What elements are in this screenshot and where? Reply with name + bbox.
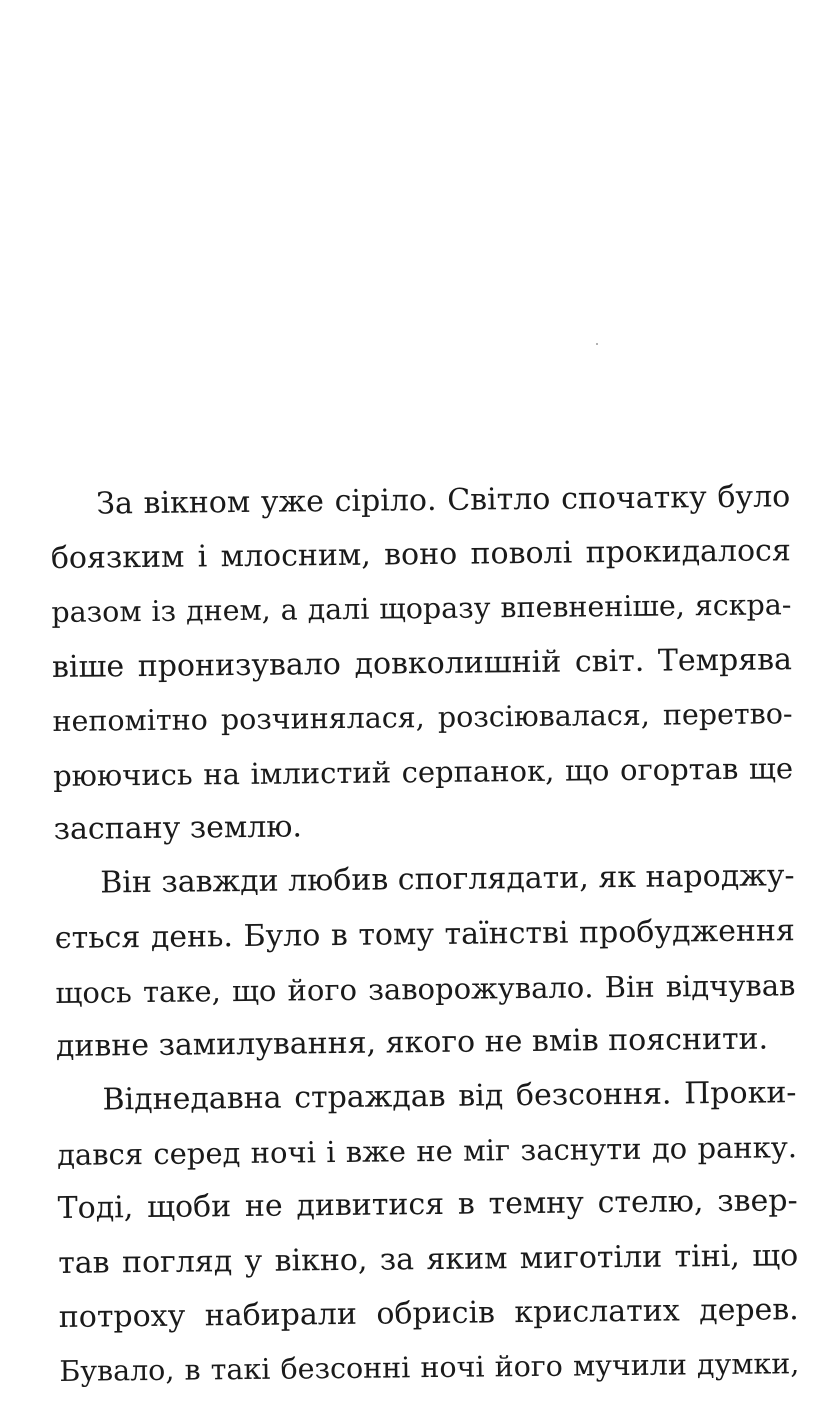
text-line: разом із днем, а далі щоразу впевненіше, яскра- bbox=[51, 588, 792, 630]
text-line: рюючись на імлистий серпанок, що огортав ще bbox=[52, 751, 794, 793]
text-line: ється день. Було в тому таїнстві пробудження bbox=[54, 912, 795, 956]
paragraph bbox=[54, 850, 796, 1074]
text-line: дивне замилування, якого не вмів пояснити. bbox=[55, 1021, 769, 1064]
body-text bbox=[50, 470, 800, 1399]
text-line: потроху набирали обрисів крислатих дерев. bbox=[58, 1292, 799, 1335]
paragraph bbox=[50, 470, 794, 857]
text-line: тав погляд у вікно, за яким миготіли тіні, що bbox=[58, 1237, 799, 1281]
text-line: непомітно розчинялася, розсіювалася, перетво- bbox=[52, 696, 793, 738]
text-line: Віднедавна страждав від безсоння. Проки- bbox=[102, 1075, 797, 1118]
text-line: За вікном уже сіріло. Світло спочатку було bbox=[96, 479, 791, 522]
paragraph bbox=[56, 1066, 799, 1399]
text-line: боязким і млосним, воно поволі прокидалося bbox=[50, 533, 791, 577]
text-line: Бувало, в такі безсонні ночі його мучили думки, bbox=[59, 1347, 800, 1388]
text-line: Він завжди любив споглядати, як народжу- bbox=[100, 858, 795, 901]
paper-speck bbox=[596, 343, 598, 345]
text-line: віше пронизувало довколишній світ. Темрява bbox=[51, 641, 793, 685]
text-line: заспану землю. bbox=[53, 809, 303, 848]
text-line: дався серед ночі і вже не міг заснути до ранку. bbox=[56, 1130, 798, 1173]
text-line: щось таке, що його заворожувало. Він відчував bbox=[55, 967, 796, 1010]
text-line: Тоді, щоби не дивитися в темну стелю, звер- bbox=[57, 1183, 798, 1227]
